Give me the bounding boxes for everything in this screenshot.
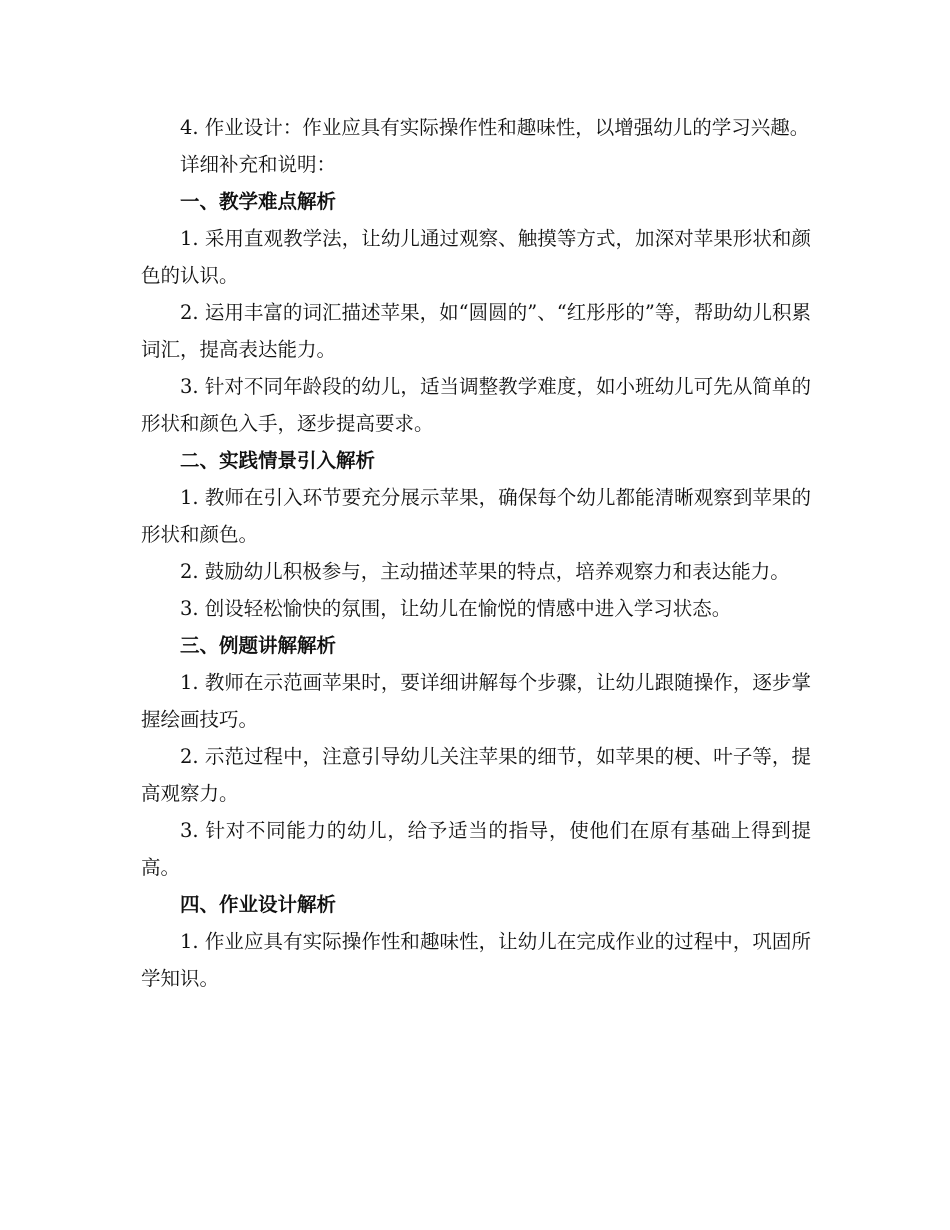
intro-item: 4. 作业设计：作业应具有实际操作性和趣味性，以增强幼儿的学习兴趣。: [180, 116, 810, 139]
list-item: 3. 创设轻松愉快的氛围，让幼儿在愉悦的情感中进入学习状态。: [180, 597, 732, 620]
section-heading: 一、教学难点解析: [180, 190, 337, 213]
list-item: 3. 针对不同年龄段的幼儿，适当调整教学难度，如小班幼儿可先从简单的形状和颜色入手，逐步提高要求。: [141, 375, 811, 435]
list-item: 2. 运用丰富的词汇描述苹果，如“圆圆的”、“红彤彤的”等，帮助幼儿积累词汇，提高表达能力。: [141, 301, 811, 361]
list-item: 2. 示范过程中，注意引导幼儿关注苹果的细节，如苹果的梗、叶子等，提高观察力。: [141, 745, 811, 805]
supplement-title: 详细补充和说明：: [180, 153, 337, 176]
section-heading: 三、例题讲解解析: [180, 634, 337, 657]
list-item: 2. 鼓励幼儿积极参与，主动描述苹果的特点，培养观察力和表达能力。: [180, 560, 790, 583]
list-item: 1. 教师在引入环节要充分展示苹果，确保每个幼儿都能清晰观察到苹果的形状和颜色。: [141, 486, 811, 546]
section-example-explanation: [141, 627, 811, 886]
section-heading: 二、实践情景引入解析: [180, 449, 376, 472]
section-teaching-difficulty: [141, 183, 811, 442]
section-heading: 四、作业设计解析: [180, 893, 337, 916]
document-body: [141, 109, 811, 997]
section-homework-design: [141, 886, 811, 997]
list-item: 1. 作业应具有实际操作性和趣味性，让幼儿在完成作业的过程中，巩固所学知识。: [141, 930, 811, 990]
section-practice-scenario: [141, 442, 811, 627]
list-item: 1. 教师在示范画苹果时，要详细讲解每个步骤，让幼儿跟随操作，逐步掌握绘画技巧。: [141, 671, 811, 731]
list-item: 1. 采用直观教学法，让幼儿通过观察、触摸等方式，加深对苹果形状和颜色的认识。: [141, 227, 811, 287]
list-item: 3. 针对不同能力的幼儿，给予适当的指导，使他们在原有基础上得到提高。: [141, 819, 811, 879]
